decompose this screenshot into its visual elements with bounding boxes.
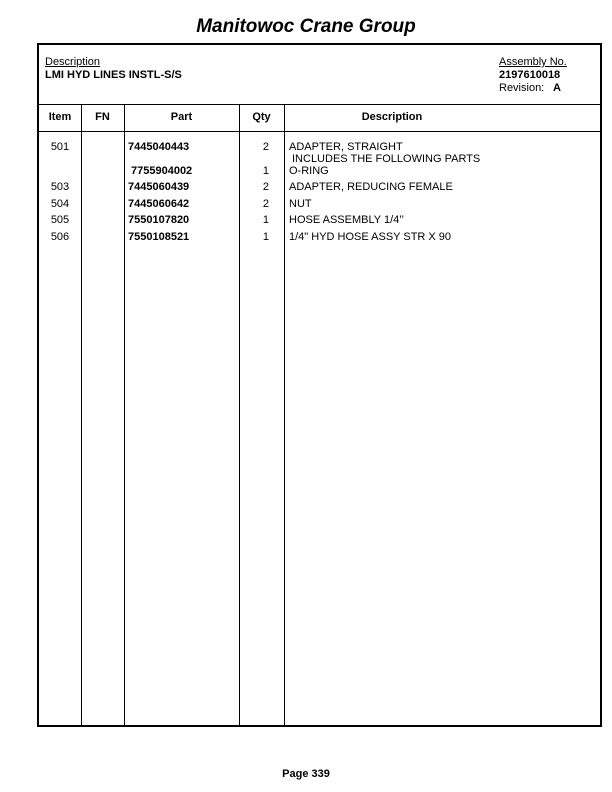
part-number: 7550107820 [128, 214, 190, 226]
column-header-description: Description [361, 111, 423, 123]
part-description: ADAPTER, STRAIGHT [289, 141, 403, 153]
part-number: 7445060642 [128, 198, 190, 210]
page-number: Page 339 [282, 768, 330, 780]
part-number: 7445060439 [128, 181, 190, 193]
table-row [39, 181, 600, 195]
company-title: Manitowoc Crane Group [196, 16, 416, 37]
description-label: Description [45, 56, 101, 68]
part-description: HOSE ASSEMBLY 1/4’’ [289, 214, 404, 226]
item-number: 505 [50, 214, 70, 226]
table-row [39, 231, 600, 245]
item-number: 503 [50, 181, 70, 193]
table-row [39, 198, 600, 212]
assembly-header [39, 45, 600, 105]
quantity: 2 [262, 141, 269, 153]
part-number: 7445040443 [128, 141, 190, 153]
column-header-qty: Qty [252, 111, 271, 123]
part-description: O-RING [289, 165, 329, 177]
item-number: 506 [50, 231, 70, 243]
parts-table [37, 43, 602, 727]
assembly-number-label: Assembly No. [499, 56, 567, 68]
includes-note: INCLUDES THE FOLLOWING PARTS [292, 153, 481, 165]
quantity: 1 [262, 231, 269, 243]
column-header-part: Part [170, 111, 193, 123]
part-number: 7550108521 [128, 231, 190, 243]
revision-label: Revision: [499, 82, 545, 94]
item-number: 501 [50, 141, 70, 153]
quantity: 2 [262, 198, 269, 210]
part-description: NUT [289, 198, 312, 210]
assembly-description: LMI HYD LINES INSTL-S/S [45, 69, 182, 81]
revision-value: A [553, 82, 561, 94]
quantity: 1 [262, 214, 269, 226]
quantity: 2 [262, 181, 269, 193]
part-number: 7755904002 [131, 165, 193, 177]
item-number: 504 [50, 198, 70, 210]
table-row [39, 165, 600, 179]
part-description: 1/4" HYD HOSE ASSY STR X 90 [289, 231, 452, 243]
column-header-item: Item [48, 111, 72, 123]
table-row [39, 214, 600, 228]
column-header-fn: FN [95, 111, 110, 123]
quantity: 1 [262, 165, 269, 177]
assembly-number: 2197610018 [499, 69, 561, 81]
part-description: ADAPTER, REDUCING FEMALE [289, 181, 453, 193]
